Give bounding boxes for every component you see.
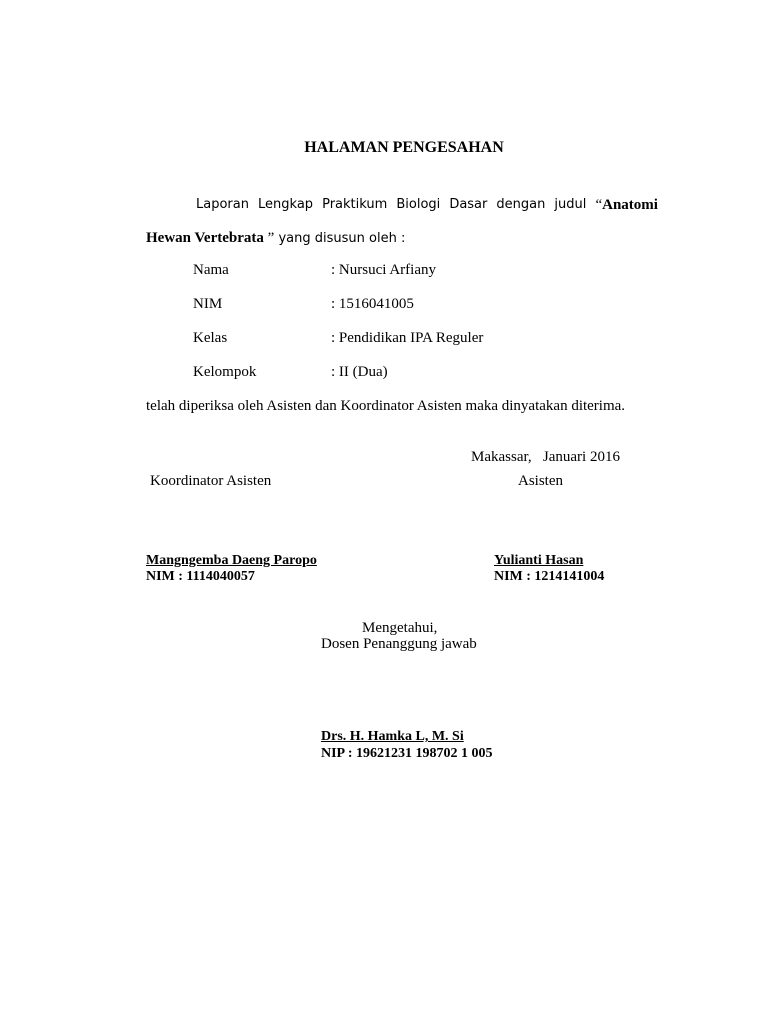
field-row-nama (193, 262, 436, 279)
intro-word: dengan (496, 197, 546, 212)
left-signer-id: NIM : 1114040057 (146, 569, 255, 584)
quote-close: ” (263, 230, 275, 246)
field-row-kelompok (193, 364, 388, 381)
intro-line-2 (146, 230, 405, 247)
field-row-nim (193, 296, 414, 313)
field-label: Kelas (193, 330, 228, 346)
report-title-text-1: Anatomi (602, 197, 658, 213)
approval-statement: telah diperiksa oleh Asisten dan Koordinator Asisten maka dinyatakan diterima. (146, 398, 626, 414)
supervisor-name: Drs. H. Hamka L, M. Si (321, 729, 464, 744)
supervisor-role: Dosen Penanggung jawab (321, 636, 477, 652)
report-title-part1 (595, 197, 658, 214)
intro-word: Dasar (449, 197, 488, 212)
left-role: Koordinator Asisten (150, 473, 272, 489)
right-role: Asisten (518, 473, 563, 489)
intro-rest: yang disusun oleh : (274, 231, 406, 246)
field-value: : II (Dua) (331, 364, 388, 380)
intro-word: Biologi (396, 197, 441, 212)
right-signer-name: Yulianti Hasan (494, 553, 584, 568)
quote-open: “ (595, 197, 603, 213)
field-value: : Pendidikan IPA Reguler (331, 330, 484, 346)
field-label: Nama (193, 262, 229, 278)
field-label: Kelompok (193, 364, 257, 380)
page-title: HALAMAN PENGESAHAN (304, 139, 504, 156)
field-row-kelas (193, 330, 484, 347)
intro-word: Lengkap (258, 197, 314, 212)
supervisor-id: NIP : 19621231 198702 1 005 (321, 746, 493, 761)
field-value: : Nursuci Arfiany (331, 262, 436, 278)
field-value: : 1516041005 (331, 296, 414, 312)
right-signer-id: NIM : 1214141004 (494, 569, 605, 584)
report-title-text-2: Hewan Vertebrata (146, 230, 264, 246)
left-signer-name: Mangngemba Daeng Paropo (146, 553, 317, 568)
intro-word: judul (554, 197, 587, 212)
acknowledge-label: Mengetahui, (362, 620, 438, 636)
intro-word: Praktikum (322, 197, 388, 212)
place-date: Makassar, Januari 2016 (471, 449, 620, 465)
intro-word: Laporan (196, 197, 249, 212)
field-label: NIM (193, 296, 223, 312)
intro-line-1 (148, 197, 658, 214)
